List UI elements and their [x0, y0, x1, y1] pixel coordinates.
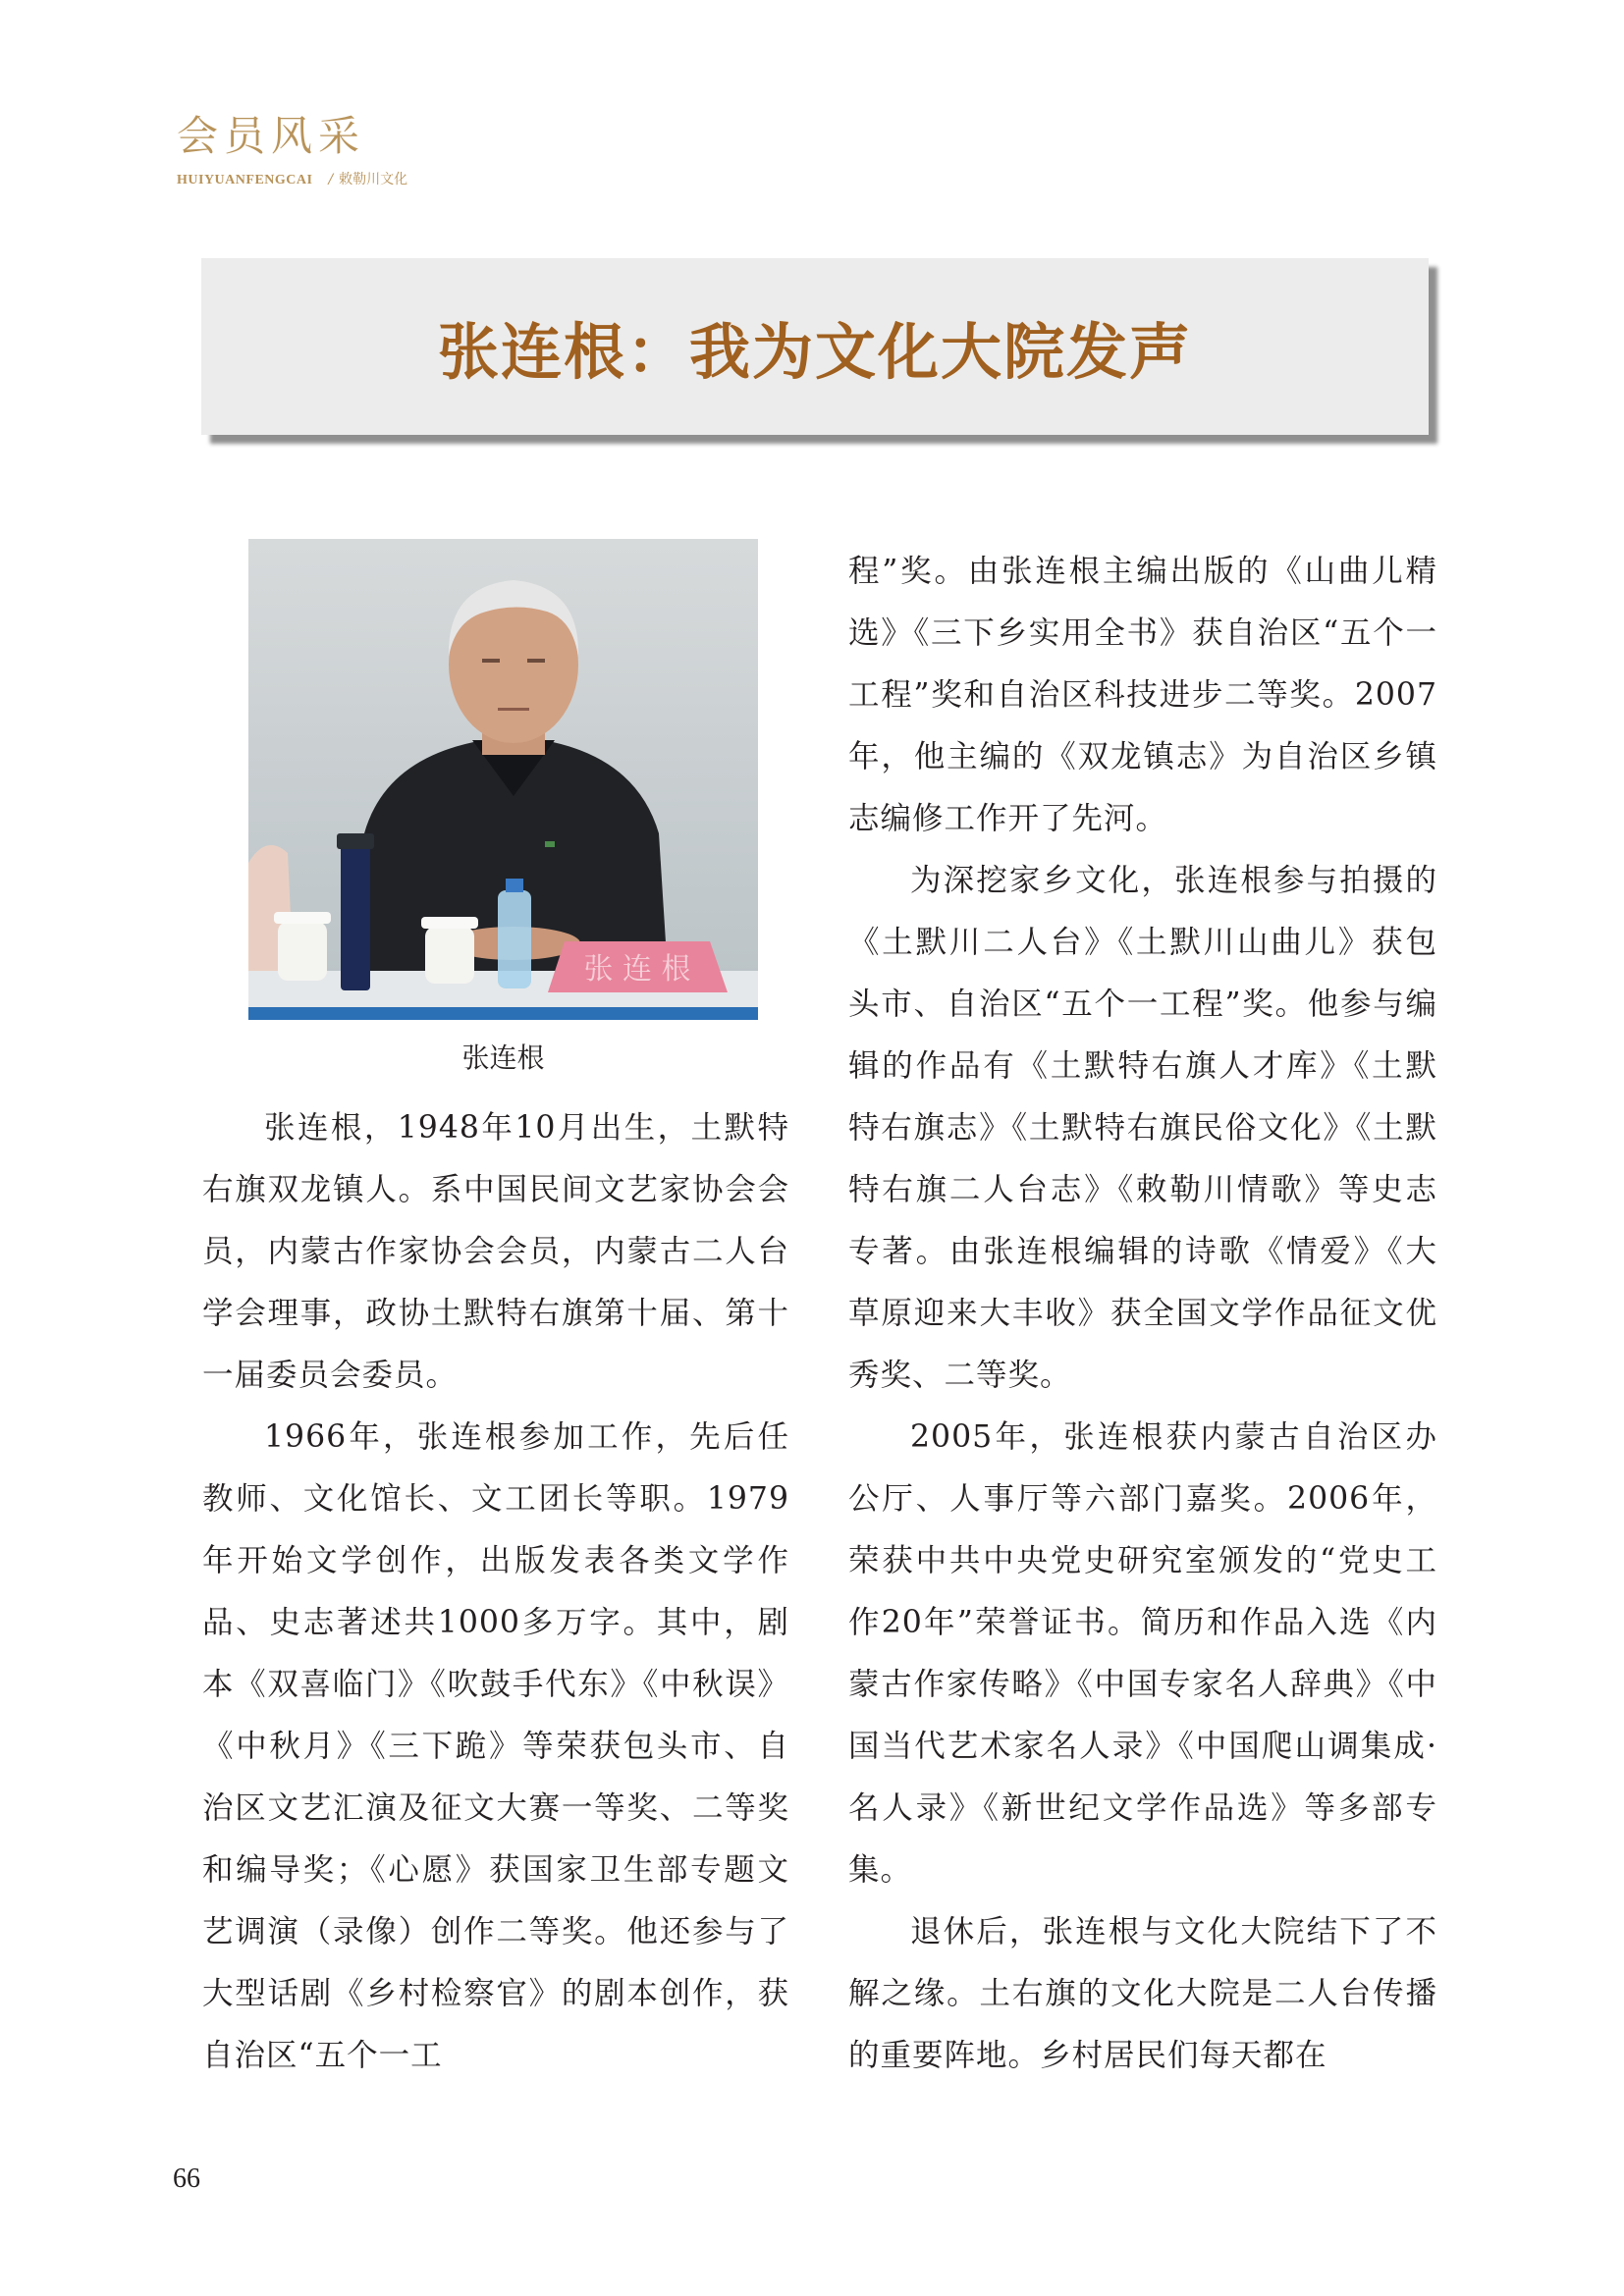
photo-caption: 张连根: [461, 1041, 545, 1074]
section-subtitle: [177, 169, 407, 188]
paragraph: 1966年，张连根参加工作，先后任教师、文化馆长、文工团长等职。1979年开始文学创作，出版发表各类文学作品、史志著述共1000多万字。其中，剧本《双喜临门》《吹鼓手代东》《中秋误》《中秋月》《三下跪》等荣获包头市、自治区文艺汇演及征文大赛一等奖、二等奖和编导奖；《心愿》获国家卫生部专题文艺调演（录像）创作二等奖。他还参与了大型话剧《乡村检察官》的剧本创作，获自治区“五个一工: [202, 1419, 789, 2073]
portrait-photo: [248, 539, 758, 1020]
paragraph: 退休后，张连根与文化大院结下了不解之缘。土右旗的文化大院是二人台传播的重要阵地。乡村居民们每天都在: [848, 1914, 1437, 2073]
paragraph: 为深挖家乡文化，张连根参与拍摄的《土默川二人台》《土默川山曲儿》获包头市、自治区“五个一工程”奖。他参与编辑的作品有《土默特右旗人才库》《土默特右旗志》《土默特右旗民俗文化》《土默特右旗二人台志》《敕勒川情歌》等史志专著。由张连根编辑的诗歌《情爱》《大草原迎来大丰收》获全国文学作品征文优秀奖、二等奖。: [848, 863, 1437, 1393]
article-title: 张连根：我为文化大院发声: [437, 315, 1192, 388]
section-divider: /: [328, 172, 334, 187]
paragraph: 2005年，张连根获内蒙古自治区办公厅、人事厅等六部门嘉奖。2006年，荣获中共中央党史研究室颁发的“党史工作20年”荣誉证书。简历和作品入选《内蒙古作家传略》《中国专家名人辞典》《中国当代艺术家名人录》《中国爬山调集成·名人录》《新世纪文学作品选》等多部专集。: [848, 1419, 1437, 1888]
publication-name: 敕勒川文化: [339, 172, 408, 187]
section-title: 会员风采: [177, 112, 366, 160]
section-pinyin: HUIYUANFENGCAI: [177, 173, 313, 187]
portrait-illustration: [248, 539, 758, 1020]
paragraph: 张连根，1948年10月出生，土默特右旗双龙镇人。系中国民间文艺家协会会员，内蒙古作家协会会员，内蒙古二人台学会理事，政协土默特右旗第十届、第十一届委员会委员。: [202, 1110, 789, 1393]
left-column: [202, 1097, 789, 2087]
paragraph-continued: 程”奖。由张连根主编出版的《山曲儿精选》《三下乡实用全书》获自治区“五个一工程”奖和自治区科技进步二等奖。2007年，他主编的《双龙镇志》为自治区乡镇志编修工作开了先河。: [848, 554, 1437, 836]
title-banner: [201, 258, 1429, 435]
page-number: 66: [173, 2163, 200, 2194]
right-column: [848, 541, 1437, 2087]
nameplate-text: 张 连 根: [583, 952, 691, 987]
section-header: [177, 112, 408, 188]
